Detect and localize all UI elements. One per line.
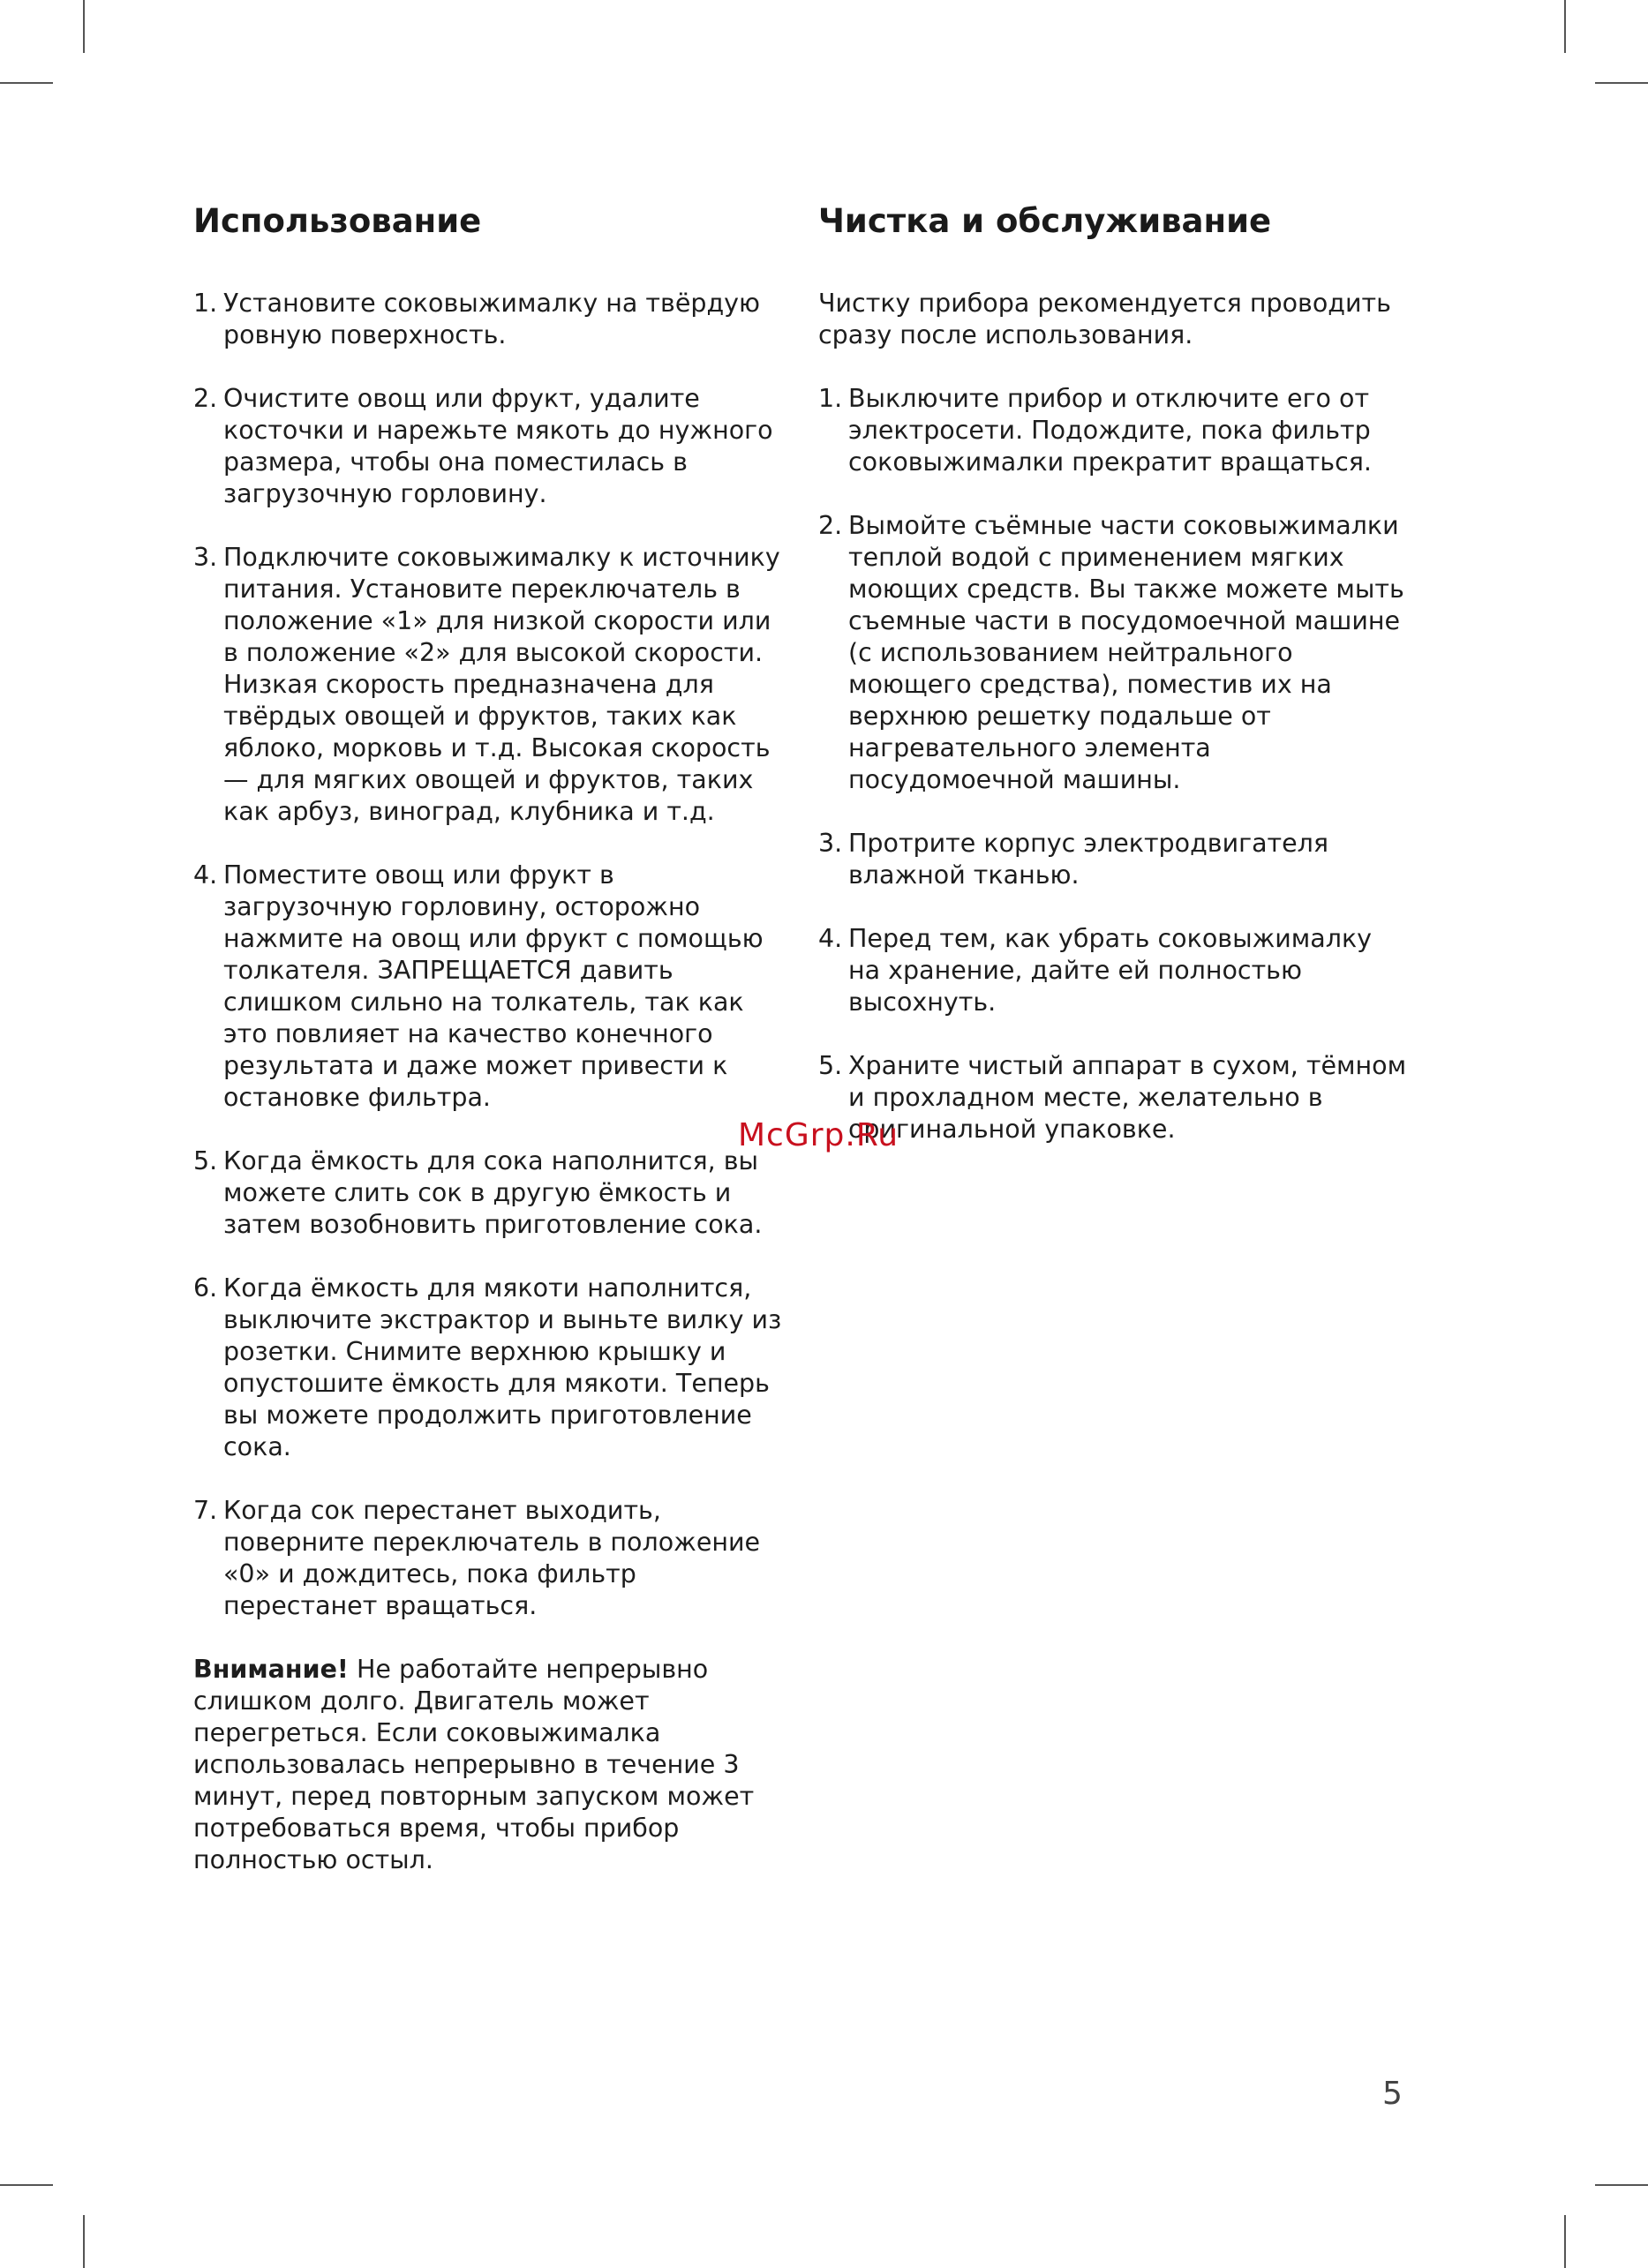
step-number: 6.: [193, 1273, 218, 1303]
step-text: Вымойте съёмные части соковыжималки теплой водой с применением мягких моющих средств. Вы также можете мыть съемные части в посудомоечной машине (с использованием нейтрального моющего средства), поместив их на верхнюю решетку подальше от нагревательного элемента посудомоечной машины.: [848, 511, 1404, 794]
crop-mark: [83, 2215, 85, 2268]
cleaning-step: [818, 828, 1410, 891]
step-text: Когда ёмкость для мякоти наполнится, выключите экстрактор и выньте вилку из розетки. Снимите верхнюю крышку и опустошите ёмкость для мякоти. Теперь вы можете продолжить приготовление сока.: [223, 1273, 782, 1461]
step-number: 3.: [193, 543, 218, 572]
step-text: Храните чистый аппарат в сухом, тёмном и прохладном месте, желательно в оригинальной упаковке.: [848, 1051, 1407, 1144]
usage-step: [193, 1145, 785, 1241]
step-text: Когда сок перестанет выходить, поверните переключатель в положение «0» и дождитесь, пока фильтр перестанет вращаться.: [223, 1496, 761, 1620]
warning-text: Не работайте непрерывно слишком долго. Двигатель может перегреться. Если соковыжималка использовалась непрерывно в течение 3 минут, перед повторным запуском может потребоваться время, чтобы прибор полностью остыл.: [193, 1655, 755, 1874]
step-text: Установите соковыжималку на твёрдую ровную поверхность.: [223, 289, 761, 349]
crop-mark: [0, 2184, 53, 2186]
usage-section: [193, 199, 785, 1876]
page-number: 5: [1382, 2076, 1403, 2112]
usage-heading: Использование: [193, 202, 482, 240]
step-number: 4.: [818, 924, 843, 953]
watermark: McGrp.Ru: [738, 1117, 899, 1153]
step-text: Подключите соковыжималку к источнику питания. Установите переключатель в положение «1» для низкой скорости или в положение «2» для высокой скорости. Низкая скорость предназначена для твёрдых овощей и фруктов, таких как яблоко, морковь и т.д. Высокая скорость — для мягких овощей и фруктов, таких как арбуз, виноград, клубника и т.д.: [223, 543, 780, 826]
cleaning-step: [818, 1050, 1410, 1145]
cleaning-section: [818, 199, 1410, 1177]
cleaning-intro: Чистку прибора рекомендуется проводить сразу после использования.: [818, 289, 1391, 349]
usage-step: [193, 542, 785, 828]
step-number: 5.: [193, 1146, 218, 1175]
cleaning-heading: Чистка и обслуживание: [818, 202, 1272, 240]
step-number: 1.: [818, 384, 843, 413]
crop-mark: [1564, 2215, 1566, 2268]
step-number: 4.: [193, 860, 218, 890]
crop-mark: [0, 82, 53, 84]
step-text: Очистите овощ или фрукт, удалите косточки и нарежьте мякоть до нужного размера, чтобы она поместилась в загрузочную горловину.: [223, 384, 773, 508]
crop-mark: [1564, 0, 1566, 53]
step-number: 7.: [193, 1496, 218, 1525]
warning-note: [193, 1654, 785, 1876]
usage-step: [193, 288, 785, 351]
step-number: 5.: [818, 1051, 843, 1080]
usage-step: [193, 1495, 785, 1622]
usage-step: [193, 383, 785, 510]
cleaning-step: [818, 383, 1410, 478]
usage-step: [193, 860, 785, 1114]
step-text: Протрите корпус электродвигателя влажной тканью.: [848, 829, 1329, 890]
step-number: 3.: [818, 829, 843, 858]
cleaning-step: [818, 510, 1410, 796]
step-text: Поместите овощ или фрукт в загрузочную горловину, осторожно нажмите на овощ или фрукт с помощью толкателя. ЗАПРЕЩАЕТСЯ давить слишком сильно на толкатель, так как это повлияет на качество конечного результата и даже может привести к остановке фильтра.: [223, 860, 764, 1112]
step-text: Выключите прибор и отключите его от электросети. Подождите, пока фильтр соковыжималки прекратит вращаться.: [848, 384, 1372, 477]
step-text: Перед тем, как убрать соковыжималку на хранение, дайте ей полностью высохнуть.: [848, 924, 1373, 1017]
crop-mark: [1595, 2184, 1648, 2186]
step-text: Когда ёмкость для сока наполнится, вы можете слить сок в другую ёмкость и затем возобновить приготовление сока.: [223, 1146, 763, 1239]
crop-mark: [83, 0, 85, 53]
step-number: 2.: [193, 384, 218, 413]
usage-step: [193, 1273, 785, 1463]
cleaning-steps: [818, 383, 1410, 1145]
warning-label: Внимание!: [193, 1655, 349, 1684]
cleaning-step: [818, 923, 1410, 1018]
usage-steps: [193, 288, 785, 1622]
crop-mark: [1595, 82, 1648, 84]
step-number: 1.: [193, 289, 218, 318]
step-number: 2.: [818, 511, 843, 540]
